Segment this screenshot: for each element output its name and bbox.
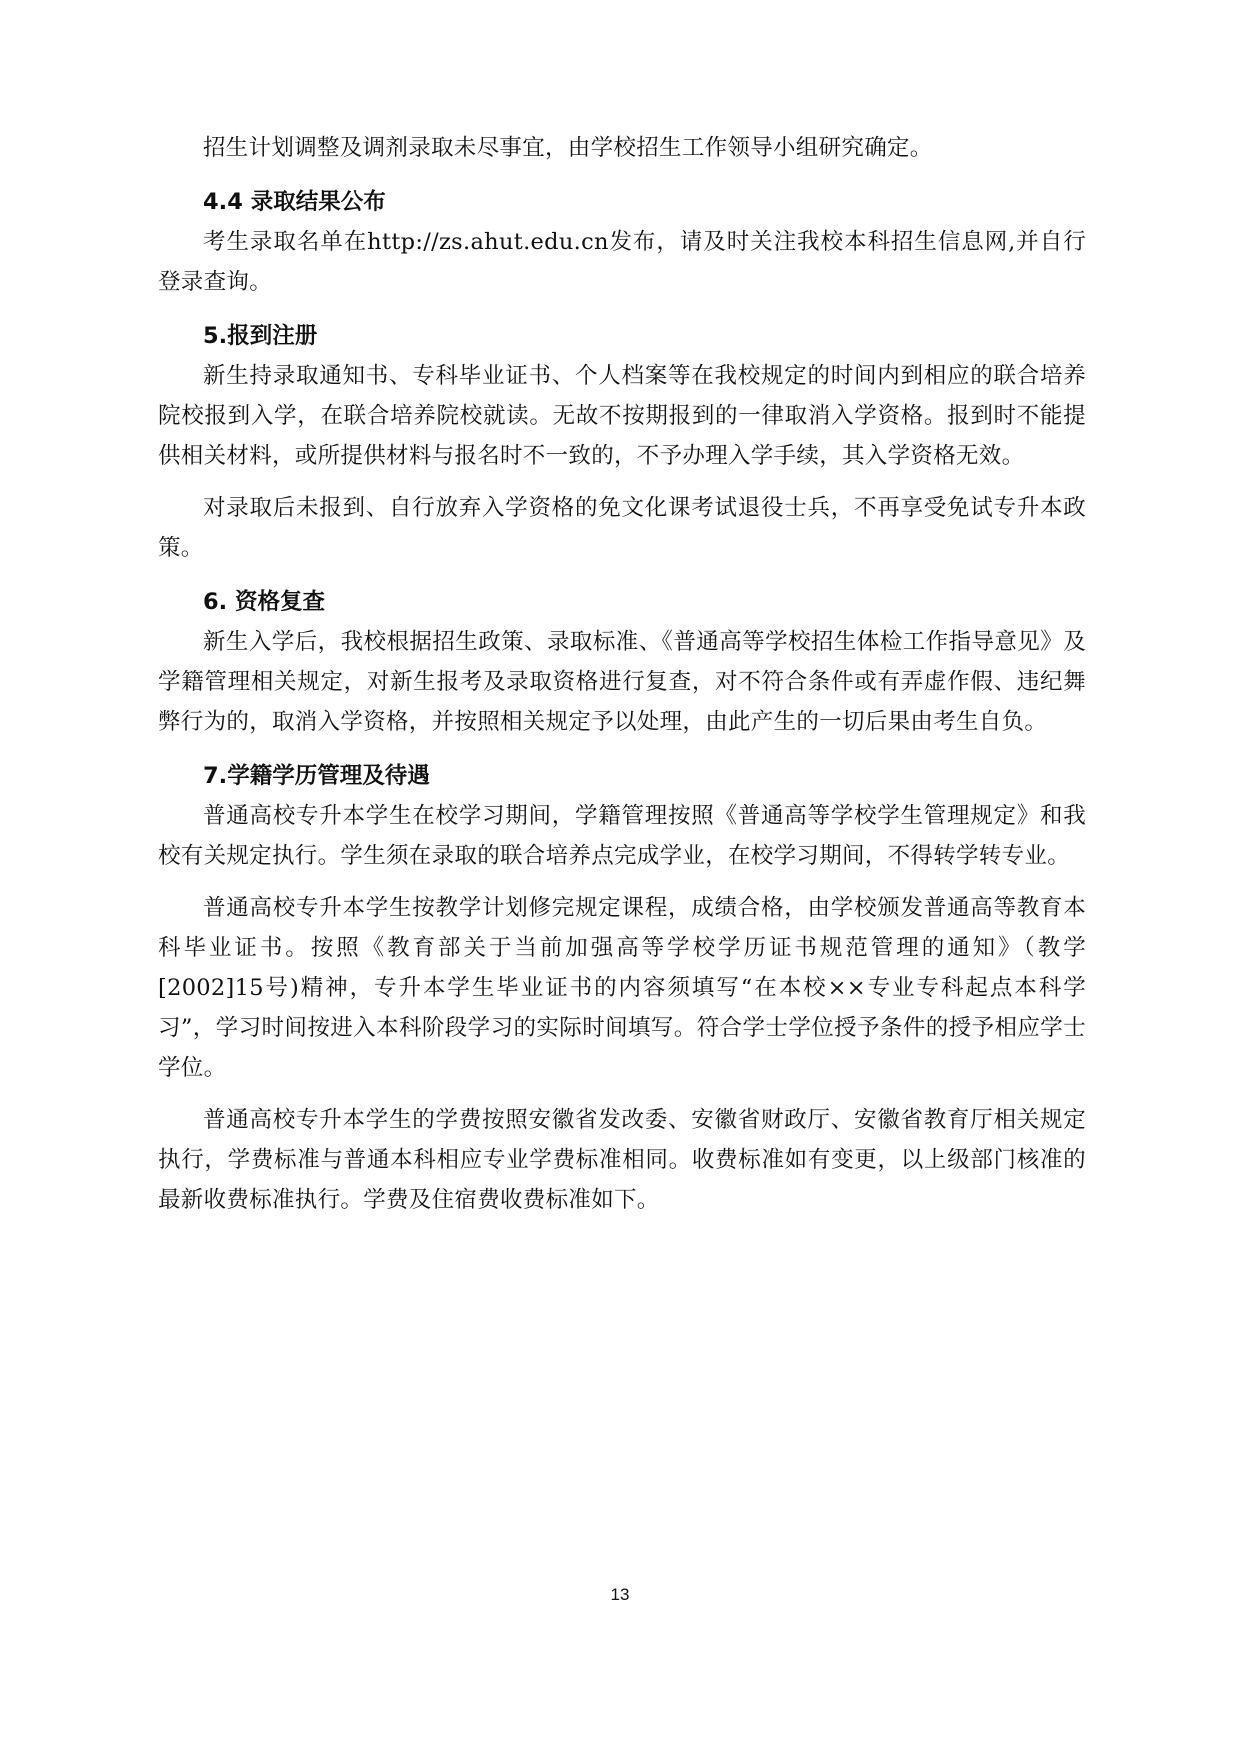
section-heading-7: 7.学籍学历管理及待遇 [203,763,430,789]
section-heading-5: 5.报到注册 [203,323,318,349]
document-body [158,128,1086,1220]
section-heading-4-4: 4.4 录取结果公布 [203,189,386,215]
paragraph-result-announcement: 考生录取名单在http://zs.ahut.edu.cn发布，请及时关注我校本科招生信息网,并自行登录查询。 [158,229,1086,295]
page-number: 13 [610,1585,630,1604]
paragraph-graduation-certificate: 普通高校专升本学生按教学计划修完规定课程，成绩合格，由学校颁发普通高等教育本科毕业证书。按照《教育部关于当前加强高等学校学历证书规范管理的通知》（教学[2002]15号)精神，专升本学生毕业证书的内容须填写“在本校××专业专科起点本科学习”，学习时间按进入本科阶段学习的实际时间填写。符合学士学位授予条件的授予相应学士学位。 [158,895,1086,1081]
paragraph-student-status: 普通高校专升本学生在校学习期间，学籍管理按照《普通高等学校学生管理规定》和我校有关规定执行。学生须在录取的联合培养点完成学业，在校学习期间，不得转学转专业。 [158,803,1086,869]
paragraph-admission-adjustment: 招生计划调整及调剂录取未尽事宜，由学校招生工作领导小组研究确定。 [203,135,933,161]
paragraph-veteran-policy: 对录取后未报到、自行放弃入学资格的免文化课考试退役士兵，不再享受免试专升本政策。 [158,495,1086,561]
section-heading-6: 6. 资格复查 [203,589,326,615]
paragraph-qualification-review: 新生入学后，我校根据招生政策、录取标准、《普通高等学校招生体检工作指导意见》及学籍管理相关规定，对新生报考及录取资格进行复查，对不符合条件或有弄虚作假、违纪舞弊行为的，取消入学资格，并按照相关规定予以处理，由此产生的一切后果由考生自负。 [158,629,1086,735]
paragraph-tuition: 普通高校专升本学生的学费按照安徽省发改委、安徽省财政厅、安徽省教育厅相关规定执行，学费标准与普通本科相应专业学费标准相同。收费标准如有变更，以上级部门核准的最新收费标准执行。学费及住宿费收费标准如下。 [158,1107,1086,1213]
paragraph-registration: 新生持录取通知书、专科毕业证书、个人档案等在我校规定的时间内到相应的联合培养院校报到入学，在联合培养院校就读。无故不按期报到的一律取消入学资格。报到时不能提供相关材料，或所提供材料与报名时不一致的，不予办理入学手续，其入学资格无效。 [158,363,1086,469]
